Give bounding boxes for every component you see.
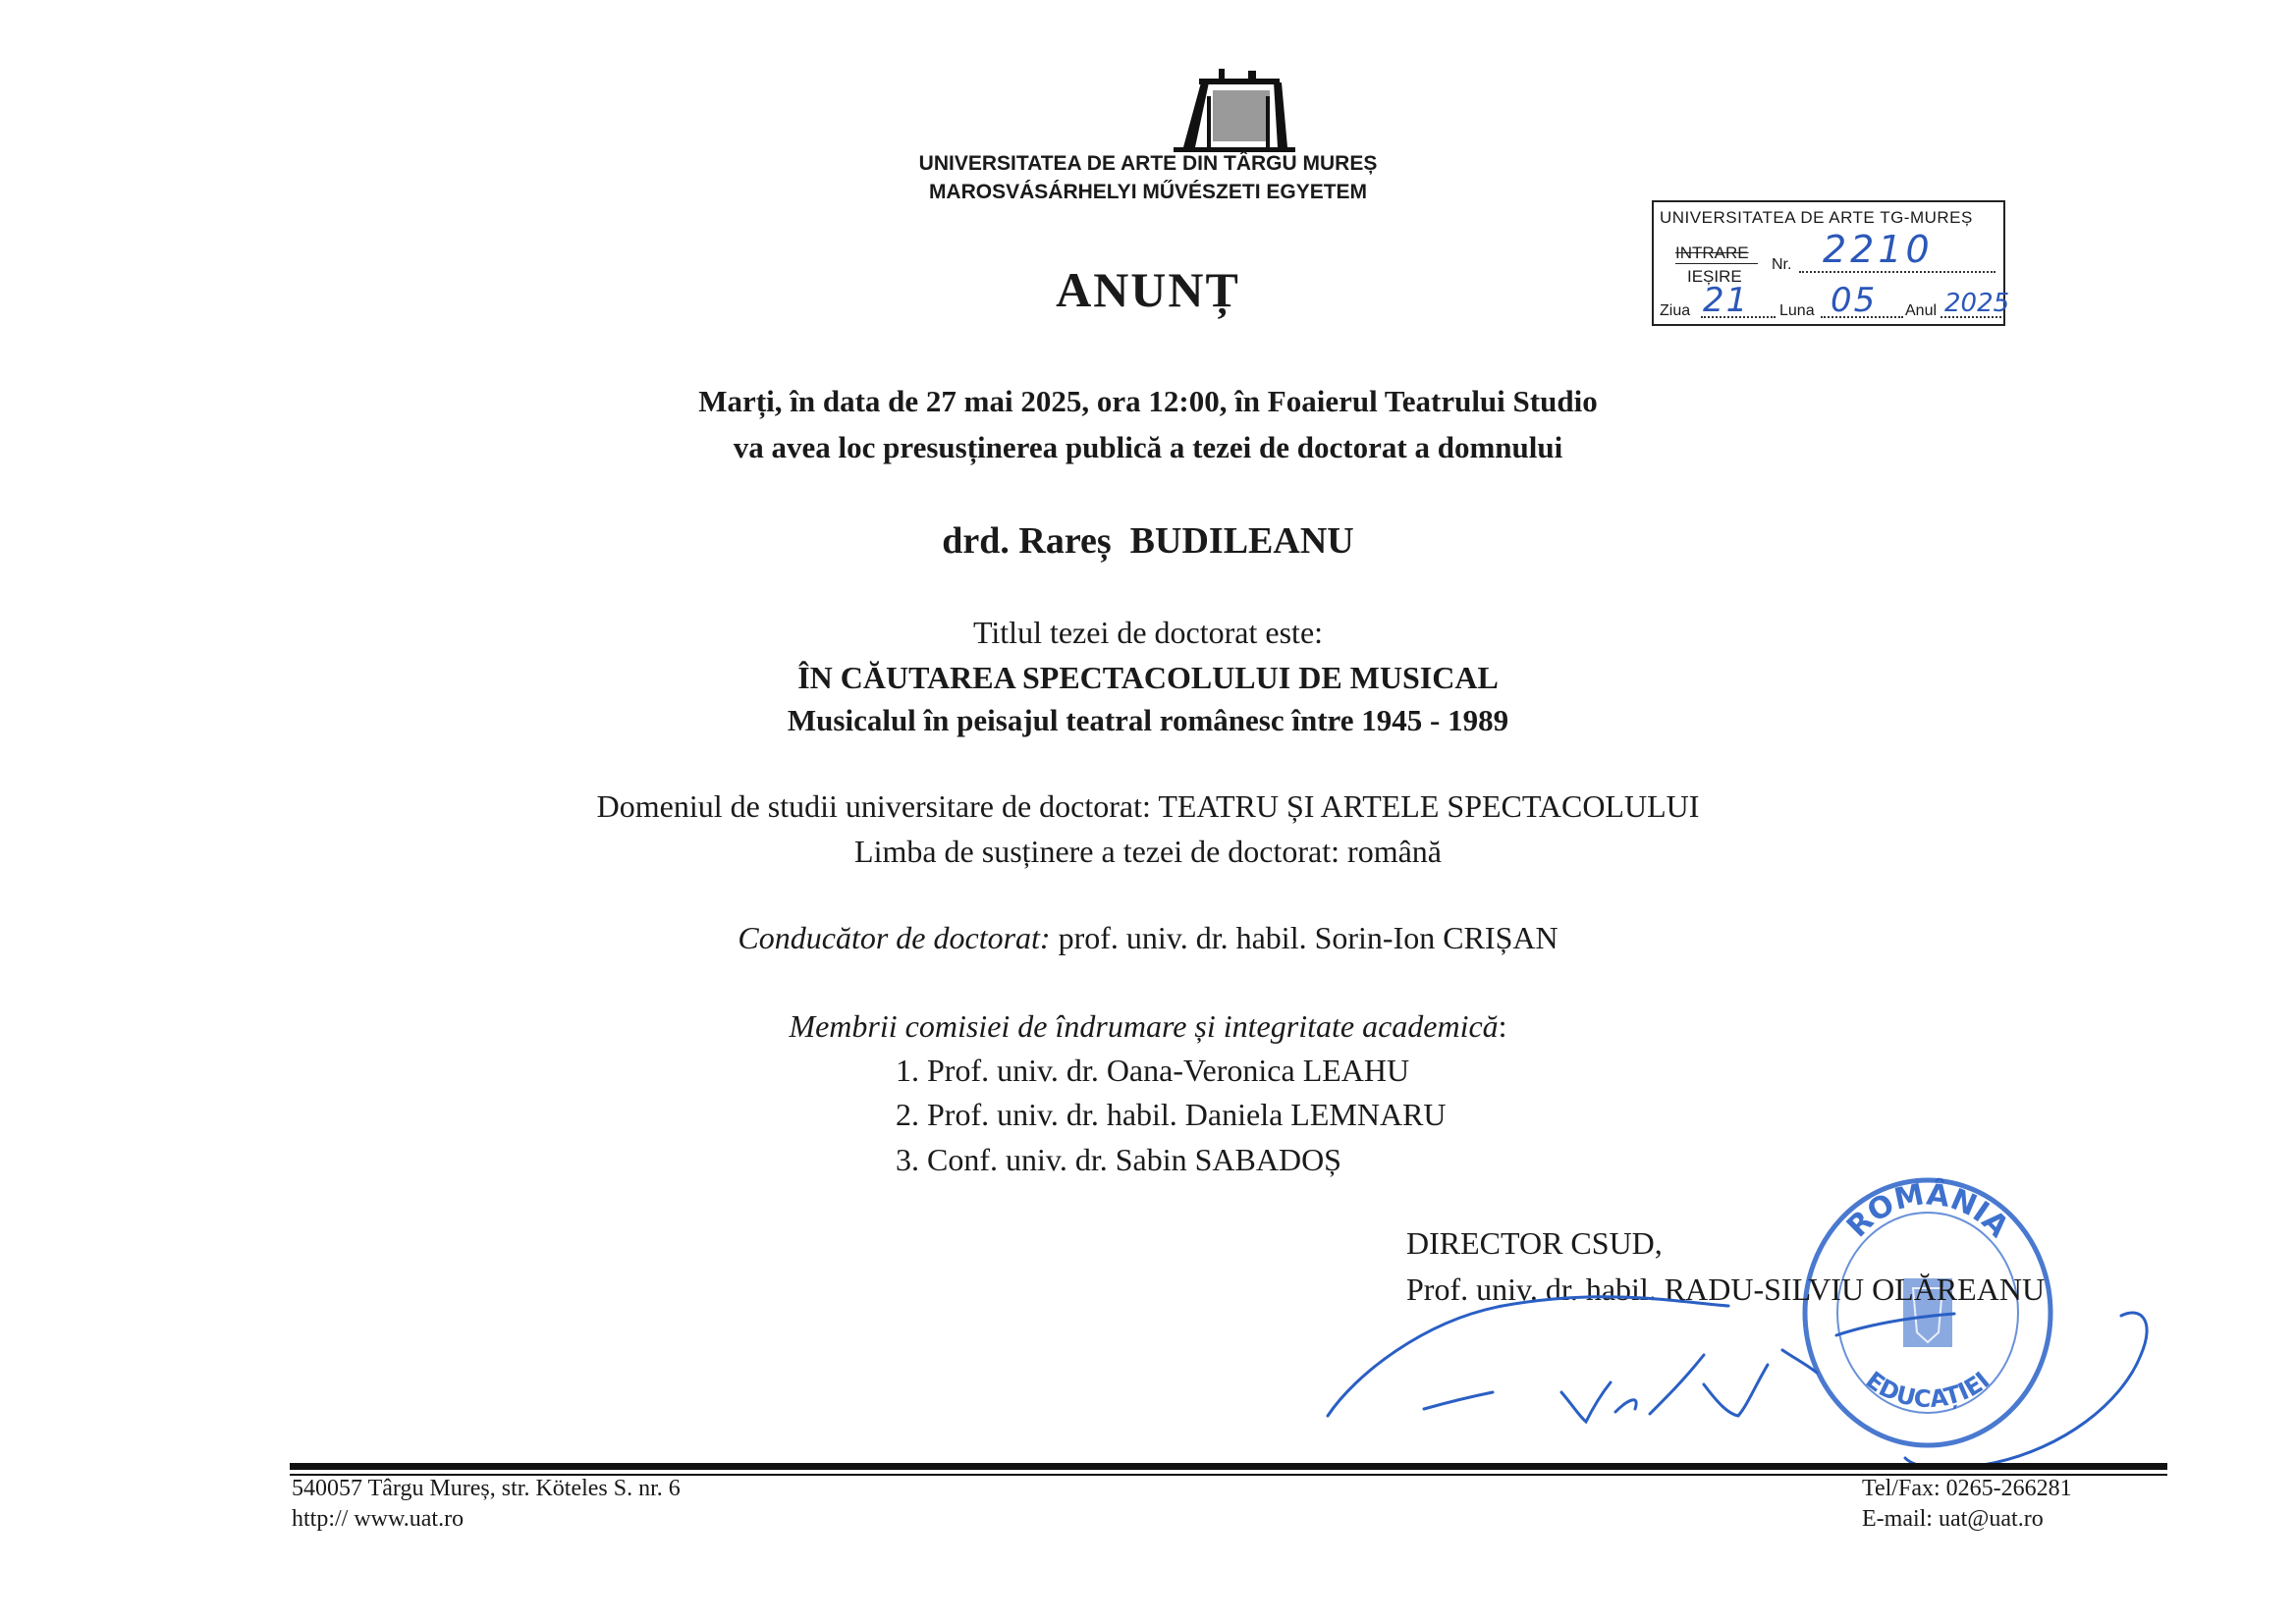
stamp-iesire: IEȘIRE [1687,267,1742,286]
seal-bottom-text: EDUCAȚIEI [1860,1366,1995,1414]
signatory-name: Prof. univ. dr. habil. RADU-SILVIU OLĂREANU [1406,1271,2046,1307]
stamp-anul-value: 2025 [1944,289,2010,318]
supervisor [0,920,2296,956]
registration-stamp [1652,200,2010,326]
stamp-luna-label: Luna [1779,302,1815,319]
university-name-ro: UNIVERSITATEA DE ARTE DIN TÂRGU MUREȘ [918,152,1378,175]
footer-address: 540057 Târgu Mureș, str. Köteles S. nr. 6 [292,1476,681,1501]
thesis-language: Limba de susținere a tezei de doctorat: română [854,834,1442,869]
committee-member: 1. Prof. univ. dr. Oana-Veronica LEAHU [896,1053,1410,1088]
handwritten-signature-icon [1316,1267,2200,1492]
signatory-role: DIRECTOR CSUD, [1406,1225,1663,1261]
thesis-subtitle: Musicalul în peisajul teatral românesc între 1945 - 1989 [787,703,1509,737]
committee-label: Membrii comisiei de îndrumare și integritate academică [789,1008,1499,1044]
svg-text:ROMÂNIA [1840,1176,2016,1244]
committee-member: 2. Prof. univ. dr. habil. Daniela LEMNARU [896,1097,1447,1132]
committee-member: 3. Conf. univ. dr. Sabin SABADOȘ [896,1142,1341,1177]
candidate-name: drd. Rareș BUDILEANU [942,520,1354,562]
committee-heading: Membrii comisiei de îndrumare și integritate academică: [789,1008,1507,1044]
university-name-hu: MAROSVÁSÁRHELYI MŰVÉSZETI EGYETEM [928,181,1368,203]
footer-website: http:// www.uat.ro [292,1506,465,1532]
page-title: ANUNȚ [1056,262,1240,317]
supervisor-label: Conducător de doctorat: [738,920,1051,955]
thesis-intro: Titlul tezei de doctorat este: [972,615,1324,650]
study-domain: Domeniul de studii universitare de doctorat: TEATRU ȘI ARTELE SPECTACOLULUI [596,788,1700,824]
stamp-header: UNIVERSITATEA DE ARTE TG-MUREȘ [1660,208,1973,227]
footer-phone: Tel/Fax: 0265-266281 [1862,1476,2072,1501]
announcement-line-1: Marți, în data de 27 mai 2025, ora 12:00, în Foaierul Teatrului Studio [698,384,1598,418]
stamp-intrare: INTRARE [1675,243,1749,262]
stamp-ziua-label: Ziua [1660,302,1691,319]
thesis-title: ÎN CĂUTAREA SPECTACOLULUI DE MUSICAL [797,660,1499,695]
footer-email: E-mail: uat@uat.ro [1862,1506,2044,1532]
stamp-nr-value: 2210 [1823,228,1934,271]
announcement-line-2: va avea loc presusținerea publică a tezei de doctorat a domnului [733,430,1563,464]
stamp-nr-label: Nr. [1772,256,1792,273]
footer-divider [290,1463,2167,1470]
supervisor-name: prof. univ. dr. habil. Sorin-Ion CRIȘAN [1050,920,1558,955]
stamp-luna-value: 05 [1831,281,1878,320]
stamp-anul-label: Anul [1905,302,1938,319]
stamp-ziua-value: 21 [1703,281,1750,320]
seal-top-text: ROMÂNIA [1839,1177,2016,1245]
